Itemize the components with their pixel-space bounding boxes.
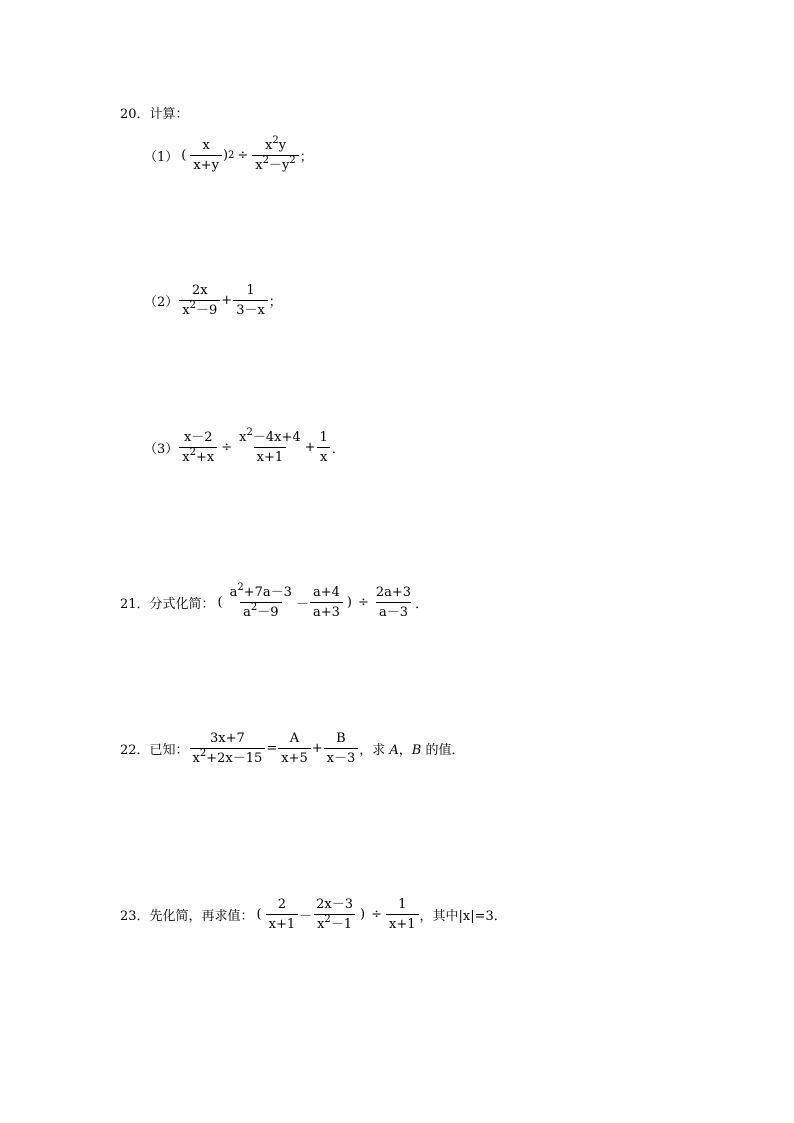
denominator: x (317, 447, 330, 465)
minus-sign: － (299, 909, 313, 924)
numerator: 1 (319, 430, 328, 445)
divide-sign: ÷ (237, 148, 249, 163)
fraction (252, 135, 298, 173)
denominator: $x^2-1$ (314, 914, 355, 932)
fraction (179, 283, 220, 318)
q20-part1: （1） ( $\frac{x}{x+y}$ ) 2 ÷ $\frac{x^2y}{x^2-y^2}$ ； (144, 135, 313, 173)
numerator: 2 (277, 897, 287, 912)
denominator: x+y (190, 155, 222, 173)
denominator: x+1 (386, 914, 419, 932)
divide-sign: ÷ (221, 440, 233, 455)
q20-part3 (144, 427, 345, 465)
fraction (236, 427, 304, 465)
period: ． (331, 442, 345, 457)
numerator: 1 (398, 897, 407, 912)
fraction (310, 585, 343, 620)
close-paren: ) (222, 148, 229, 163)
numerator: $x^2y$ (264, 135, 287, 153)
open-paren: ( (256, 907, 262, 922)
denominator: $x^2-9$ (179, 300, 220, 318)
divide-sign: ÷ (371, 907, 382, 922)
numerator: 2a+3 (375, 585, 412, 600)
denominator: $x^2+x$ (179, 447, 217, 465)
denominator: a－3 (376, 602, 411, 620)
part-label: （1） (144, 150, 179, 165)
q23-tail: ，其中|x|=3． (419, 909, 507, 924)
part-label: （3） (144, 442, 179, 457)
numerator: 2x－3 (316, 897, 354, 912)
numerator: x－2 (183, 430, 213, 445)
q23-header-text: 23．先化简，再求值： (120, 909, 254, 924)
period: ． (415, 597, 429, 612)
denominator: x+5 (278, 748, 311, 766)
numerator: x (202, 138, 210, 153)
fraction (373, 585, 414, 620)
numerator: $a^2+7a-3$ (229, 582, 292, 600)
fraction (278, 731, 311, 766)
q20-header (120, 103, 189, 122)
numerator: A (289, 731, 300, 746)
denominator: x－3 (324, 748, 359, 766)
fraction (266, 897, 299, 932)
denominator: x+1 (254, 447, 287, 465)
q22-header-text: 22．已知： (120, 743, 189, 758)
denominator: 3－x (233, 300, 268, 318)
denominator: $x^2+2x-15$ (190, 748, 266, 766)
fraction (324, 731, 359, 766)
numerator: B (336, 731, 346, 746)
minus-sign: － (295, 597, 309, 612)
fraction (313, 897, 356, 932)
fraction (190, 731, 266, 766)
numerator: a+4 (312, 585, 340, 600)
numerator: $x^2-4x+4$ (239, 427, 301, 445)
fraction (227, 582, 295, 620)
close-paren: ) (360, 907, 366, 922)
denominator: a+3 (310, 602, 343, 620)
denominator: $a^2-9$ (240, 602, 281, 620)
q22 (120, 731, 464, 766)
open-paren: ( (217, 595, 223, 610)
denominator: x+1 (266, 914, 299, 932)
q21-header-text: 21．分式化简： (120, 597, 215, 612)
fraction (317, 430, 331, 465)
close-paren: ) (346, 595, 352, 610)
q22-tail: ，求 A，B 的值． (359, 743, 465, 758)
q21 (120, 582, 429, 620)
fraction (179, 430, 217, 465)
divide-sign: ÷ (357, 595, 369, 610)
denominator: $x^2-y^2$ (252, 155, 298, 173)
open-paren: ( (181, 148, 187, 163)
numerator: 2x (191, 283, 208, 298)
plus-sign: + (304, 440, 316, 455)
numerator: 1 (246, 283, 255, 298)
fraction (233, 283, 268, 318)
part-label: （2） (144, 295, 179, 310)
semicolon: ； (268, 295, 282, 310)
plus-sign: + (311, 741, 323, 756)
q20-part2 (144, 283, 282, 318)
fraction (386, 897, 419, 932)
semicolon: ； (299, 150, 313, 165)
q20-header-text: 20．计算： (120, 107, 189, 122)
equals-sign: = (266, 741, 278, 756)
numerator: 3x+7 (210, 731, 245, 746)
q23 (120, 897, 507, 932)
plus-sign: + (221, 293, 233, 308)
fraction (190, 138, 222, 173)
